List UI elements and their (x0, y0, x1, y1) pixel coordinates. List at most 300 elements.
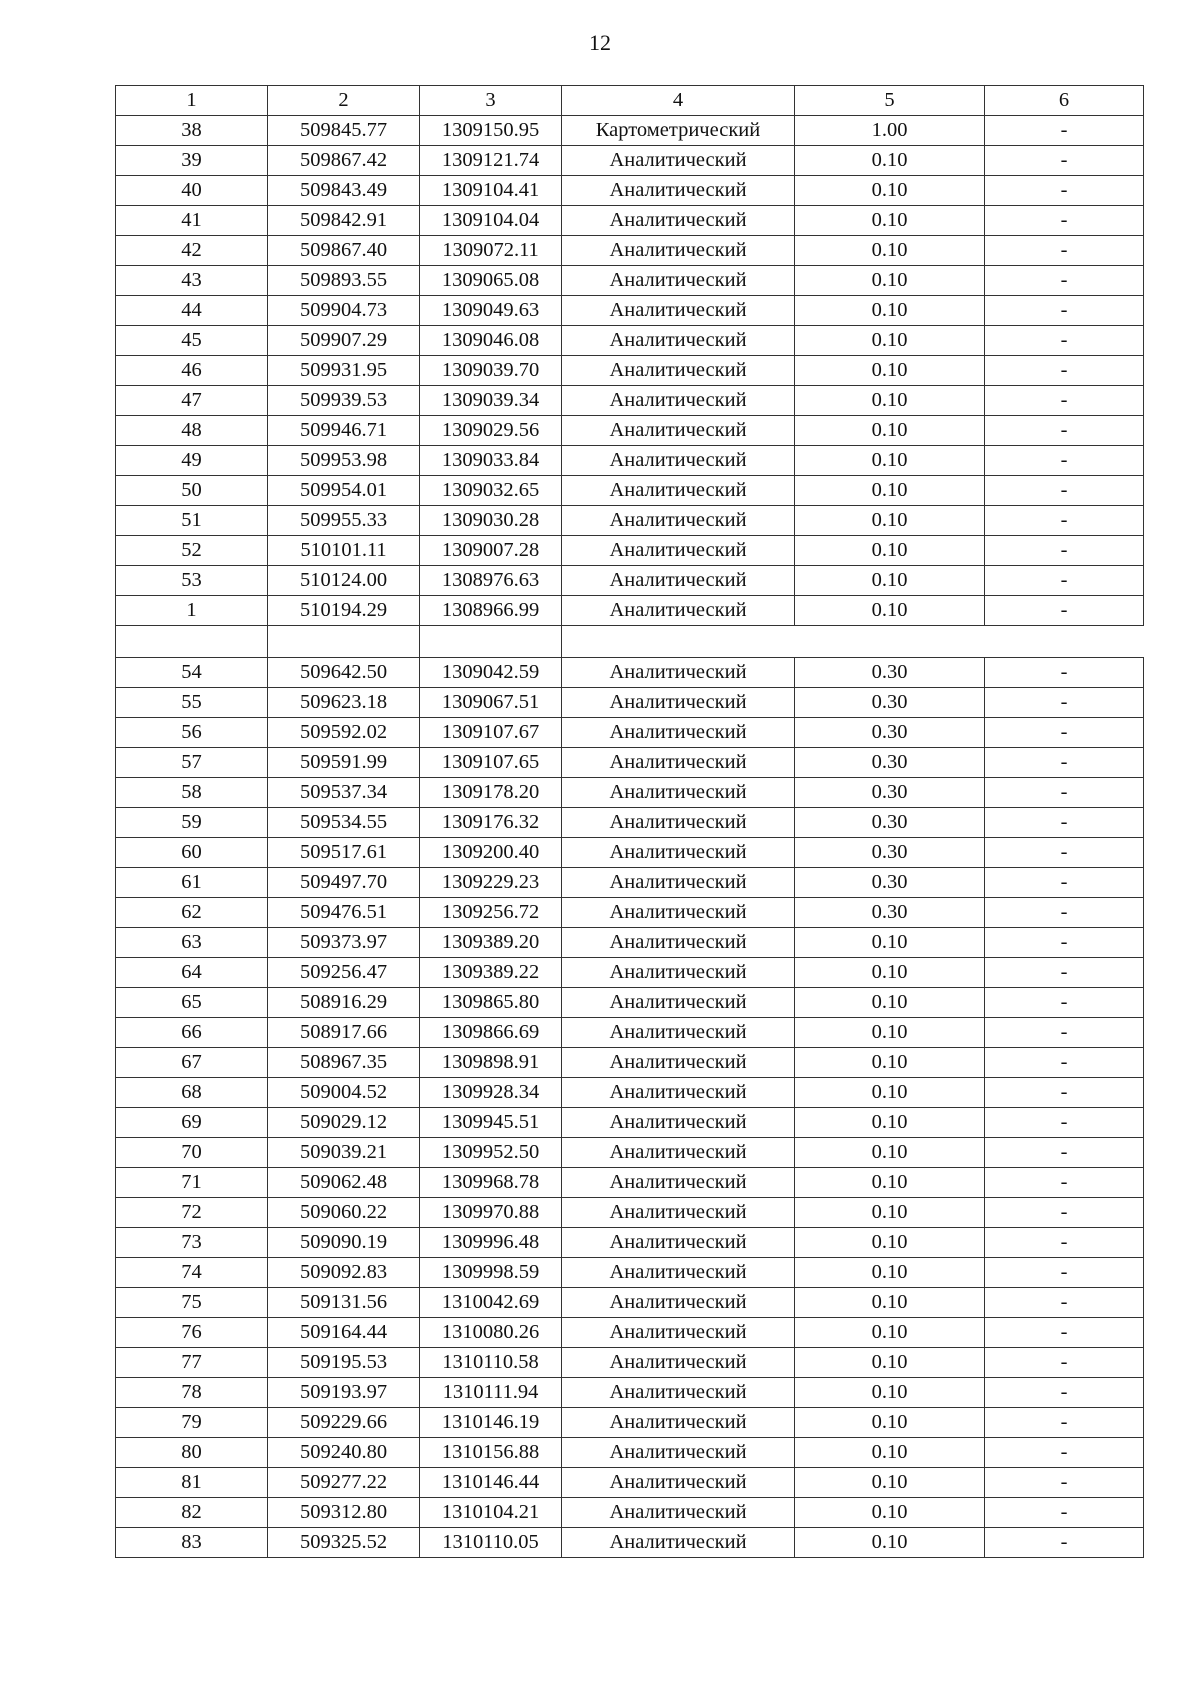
table-cell: 71 (116, 1168, 268, 1198)
table-cell: 65 (116, 988, 268, 1018)
table-row (116, 566, 1144, 596)
table-cell: - (985, 446, 1144, 476)
table-cell: - (985, 356, 1144, 386)
table-cell: Аналитический (562, 1018, 795, 1048)
table-row (116, 958, 1144, 988)
table-row (116, 1258, 1144, 1288)
table-row (116, 808, 1144, 838)
table-cell: 1310156.88 (420, 1438, 562, 1468)
table-cell: 509843.49 (268, 176, 420, 206)
table-cell: - (985, 206, 1144, 236)
table-cell: - (985, 1168, 1144, 1198)
table-cell: - (985, 1318, 1144, 1348)
table-cell: Аналитический (562, 326, 795, 356)
table-cell: 509642.50 (268, 658, 420, 688)
table-cell: 1309029.56 (420, 416, 562, 446)
table-cell: 0.10 (795, 1168, 985, 1198)
table-cell: 509195.53 (268, 1348, 420, 1378)
table-cell: Аналитический (562, 718, 795, 748)
table-cell: - (985, 808, 1144, 838)
table-cell: 0.10 (795, 326, 985, 356)
table-cell: - (985, 176, 1144, 206)
table-cell: 508916.29 (268, 988, 420, 1018)
table-cell: 509954.01 (268, 476, 420, 506)
table-row (116, 1138, 1144, 1168)
table-cell: - (985, 1198, 1144, 1228)
table-cell: 76 (116, 1318, 268, 1348)
empty-cell (420, 626, 562, 658)
table-cell: 510101.11 (268, 536, 420, 566)
table-row (116, 386, 1144, 416)
table-row (116, 146, 1144, 176)
table-cell: - (985, 1108, 1144, 1138)
table-cell: - (985, 536, 1144, 566)
table-row (116, 1018, 1144, 1048)
table-cell: 0.30 (795, 718, 985, 748)
table-cell: 509090.19 (268, 1228, 420, 1258)
table-cell: - (985, 1228, 1144, 1258)
table-row (116, 1108, 1144, 1138)
table-cell: 0.10 (795, 958, 985, 988)
table-cell: 1310111.94 (420, 1378, 562, 1408)
table-cell: 62 (116, 898, 268, 928)
table-cell: 1309970.88 (420, 1198, 562, 1228)
table-cell: 82 (116, 1498, 268, 1528)
table-row (116, 718, 1144, 748)
table-cell: 0.10 (795, 176, 985, 206)
table-cell: 66 (116, 1018, 268, 1048)
table-cell: - (985, 718, 1144, 748)
table-cell: 1309389.20 (420, 928, 562, 958)
table-cell: 40 (116, 176, 268, 206)
table-cell: 42 (116, 236, 268, 266)
table-cell: - (985, 596, 1144, 626)
table-cell: 1309229.23 (420, 868, 562, 898)
table-cell: 1309046.08 (420, 326, 562, 356)
table-cell: 0.10 (795, 1408, 985, 1438)
table-row (116, 116, 1144, 146)
table-cell: Аналитический (562, 536, 795, 566)
table-row (116, 988, 1144, 1018)
table-cell: 53 (116, 566, 268, 596)
table-row (116, 236, 1144, 266)
table-cell: 1309107.67 (420, 718, 562, 748)
table-row (116, 688, 1144, 718)
table-cell: - (985, 386, 1144, 416)
table-row (116, 296, 1144, 326)
table-cell: Аналитический (562, 1408, 795, 1438)
table-cell: 0.10 (795, 1498, 985, 1528)
table-row (116, 1048, 1144, 1078)
table-cell: 0.30 (795, 808, 985, 838)
table-cell: 509092.83 (268, 1258, 420, 1288)
table-cell: 0.10 (795, 356, 985, 386)
table-cell: 509955.33 (268, 506, 420, 536)
table-cell: 1309928.34 (420, 1078, 562, 1108)
table-cell: - (985, 778, 1144, 808)
table-row (116, 1198, 1144, 1228)
table-cell: 0.30 (795, 778, 985, 808)
table-cell: - (985, 1348, 1144, 1378)
table-cell: 0.10 (795, 1078, 985, 1108)
table-cell: 1310080.26 (420, 1318, 562, 1348)
table-cell: 0.10 (795, 236, 985, 266)
table-row (116, 838, 1144, 868)
table-cell: 72 (116, 1198, 268, 1228)
table-cell: 57 (116, 748, 268, 778)
table-cell: 509312.80 (268, 1498, 420, 1528)
table-cell: Аналитический (562, 1258, 795, 1288)
page-number: 12 (589, 30, 611, 55)
table-cell: 1309121.74 (420, 146, 562, 176)
table-row (116, 1288, 1144, 1318)
table-cell: 0.10 (795, 476, 985, 506)
table-cell: Аналитический (562, 146, 795, 176)
table-cell: 0.10 (795, 386, 985, 416)
table-cell: - (985, 898, 1144, 928)
table-row (116, 266, 1144, 296)
table-row (116, 1408, 1144, 1438)
table-cell: 509623.18 (268, 688, 420, 718)
table-cell: 0.10 (795, 1108, 985, 1138)
table-cell: 41 (116, 206, 268, 236)
table-cell: 60 (116, 838, 268, 868)
table-cell: 0.10 (795, 1468, 985, 1498)
table-cell: 0.10 (795, 1528, 985, 1558)
table-cell: 1309007.28 (420, 536, 562, 566)
table-cell: 54 (116, 658, 268, 688)
table-cell: 509004.52 (268, 1078, 420, 1108)
table-cell: Аналитический (562, 476, 795, 506)
table-cell: 509893.55 (268, 266, 420, 296)
table-cell: 44 (116, 296, 268, 326)
table-cell: 0.10 (795, 1198, 985, 1228)
table-cell: 1309150.95 (420, 116, 562, 146)
table-cell: 509534.55 (268, 808, 420, 838)
table-cell: 79 (116, 1408, 268, 1438)
table-cell: Аналитический (562, 1438, 795, 1468)
table-row (116, 1348, 1144, 1378)
table-cell: Аналитический (562, 206, 795, 236)
header-cell: 6 (985, 86, 1144, 116)
table-cell: Аналитический (562, 868, 795, 898)
table-cell: 0.10 (795, 446, 985, 476)
table-cell: 64 (116, 958, 268, 988)
table-cell: 509953.98 (268, 446, 420, 476)
table-row (116, 748, 1144, 778)
table-cell: 0.10 (795, 146, 985, 176)
table-cell: Аналитический (562, 1498, 795, 1528)
table-cell: Аналитический (562, 176, 795, 206)
table-cell: 509325.52 (268, 1528, 420, 1558)
table-cell: 509164.44 (268, 1318, 420, 1348)
table-cell: - (985, 748, 1144, 778)
table-cell: 45 (116, 326, 268, 356)
table-cell: 1309866.69 (420, 1018, 562, 1048)
table-cell: 0.10 (795, 566, 985, 596)
table-cell: - (985, 476, 1144, 506)
table-cell: - (985, 146, 1144, 176)
table-cell: - (985, 1468, 1144, 1498)
table-cell: 1309898.91 (420, 1048, 562, 1078)
table-cell: 0.30 (795, 748, 985, 778)
table-cell: Аналитический (562, 838, 795, 868)
table-cell: 0.10 (795, 1438, 985, 1468)
table-cell: 509842.91 (268, 206, 420, 236)
table-cell: 1309042.59 (420, 658, 562, 688)
table-cell: - (985, 506, 1144, 536)
table-row (116, 1078, 1144, 1108)
table-cell: - (985, 958, 1144, 988)
table-cell: - (985, 236, 1144, 266)
table-cell: 509904.73 (268, 296, 420, 326)
empty-cell (268, 626, 420, 658)
table-cell: Аналитический (562, 1108, 795, 1138)
table-cell: 1309200.40 (420, 838, 562, 868)
table-cell: 1309256.72 (420, 898, 562, 928)
table-cell: Аналитический (562, 1138, 795, 1168)
table-cell: 1309049.63 (420, 296, 562, 326)
table-cell: - (985, 1408, 1144, 1438)
table-cell: - (985, 988, 1144, 1018)
table-row (116, 658, 1144, 688)
table-cell: 509497.70 (268, 868, 420, 898)
table-cell: - (985, 658, 1144, 688)
empty-cell (116, 626, 268, 658)
table-cell: Аналитический (562, 1378, 795, 1408)
table-cell: 1309067.51 (420, 688, 562, 718)
table-cell: - (985, 1438, 1144, 1468)
table-cell: 509537.34 (268, 778, 420, 808)
table-cell: Аналитический (562, 1048, 795, 1078)
table-row (116, 596, 1144, 626)
table-cell: 55 (116, 688, 268, 718)
table-cell: 509592.02 (268, 718, 420, 748)
table-cell: 59 (116, 808, 268, 838)
table-cell: 1309065.08 (420, 266, 562, 296)
table-cell: 1309033.84 (420, 446, 562, 476)
table-cell: 0.10 (795, 536, 985, 566)
header-cell: 3 (420, 86, 562, 116)
table-cell: Аналитический (562, 596, 795, 626)
table-cell: 509240.80 (268, 1438, 420, 1468)
table-cell: 0.10 (795, 988, 985, 1018)
table-row (116, 928, 1144, 958)
table-cell: Аналитический (562, 356, 795, 386)
table-row (116, 1378, 1144, 1408)
header-row (116, 86, 1144, 116)
table-cell: - (985, 326, 1144, 356)
empty-cell (562, 626, 1144, 658)
table-cell: 509029.12 (268, 1108, 420, 1138)
table-cell: 46 (116, 356, 268, 386)
table-cell: 1309952.50 (420, 1138, 562, 1168)
table-cell: - (985, 1018, 1144, 1048)
table-cell: 68 (116, 1078, 268, 1108)
table-row (116, 778, 1144, 808)
table-cell: 1310042.69 (420, 1288, 562, 1318)
table-cell: 0.10 (795, 1318, 985, 1348)
table-row (116, 1528, 1144, 1558)
table-cell: 39 (116, 146, 268, 176)
table-cell: 0.10 (795, 1258, 985, 1288)
coordinates-table (115, 85, 1144, 1558)
table-cell: 0.10 (795, 928, 985, 958)
table-cell: 1.00 (795, 116, 985, 146)
table-row (116, 206, 1144, 236)
table-cell: - (985, 1138, 1144, 1168)
table-cell: Аналитический (562, 446, 795, 476)
table-cell: - (985, 1288, 1144, 1318)
table-cell: 1309945.51 (420, 1108, 562, 1138)
table-cell: Аналитический (562, 1348, 795, 1378)
table-cell: Аналитический (562, 808, 795, 838)
table-cell: 509867.42 (268, 146, 420, 176)
table-cell: 509907.29 (268, 326, 420, 356)
table-row (116, 1468, 1144, 1498)
table-cell: Аналитический (562, 1528, 795, 1558)
table-row (116, 176, 1144, 206)
table-cell: 509517.61 (268, 838, 420, 868)
table-cell: - (985, 688, 1144, 718)
table-cell: Аналитический (562, 988, 795, 1018)
table-cell: 509845.77 (268, 116, 420, 146)
table-cell: 1309107.65 (420, 748, 562, 778)
table-cell: 0.10 (795, 266, 985, 296)
table-cell: 0.10 (795, 296, 985, 326)
table-cell: 50 (116, 476, 268, 506)
table-cell: Аналитический (562, 1288, 795, 1318)
table-cell: Аналитический (562, 416, 795, 446)
separator-row (116, 626, 1144, 658)
table-cell: 1309032.65 (420, 476, 562, 506)
table-cell: Аналитический (562, 658, 795, 688)
table-cell: 74 (116, 1258, 268, 1288)
table-cell: - (985, 1498, 1144, 1528)
table-cell: 508967.35 (268, 1048, 420, 1078)
table-row (116, 1498, 1144, 1528)
table-body (116, 86, 1144, 1558)
table-cell: 1309389.22 (420, 958, 562, 988)
table-row (116, 1168, 1144, 1198)
table-cell: 0.30 (795, 868, 985, 898)
header-cell: 5 (795, 86, 985, 116)
table-cell: 509939.53 (268, 386, 420, 416)
table-cell: 80 (116, 1438, 268, 1468)
table-cell: 0.30 (795, 838, 985, 868)
table-cell: - (985, 116, 1144, 146)
table-cell: 509373.97 (268, 928, 420, 958)
table-cell: 508917.66 (268, 1018, 420, 1048)
table-cell: 509867.40 (268, 236, 420, 266)
table-row (116, 416, 1144, 446)
table-cell: 0.10 (795, 1228, 985, 1258)
table-cell: 1309968.78 (420, 1168, 562, 1198)
table-cell: 0.10 (795, 1018, 985, 1048)
table-cell: 509476.51 (268, 898, 420, 928)
table-cell: 1308966.99 (420, 596, 562, 626)
table-cell: Аналитический (562, 236, 795, 266)
table-cell: - (985, 1048, 1144, 1078)
table-cell: 510194.29 (268, 596, 420, 626)
table-cell: 0.10 (795, 206, 985, 236)
table-cell: 1309104.41 (420, 176, 562, 206)
table-cell: - (985, 1258, 1144, 1288)
table-cell: 81 (116, 1468, 268, 1498)
table-cell: 49 (116, 446, 268, 476)
table-cell: 1308976.63 (420, 566, 562, 596)
table-cell: 1309996.48 (420, 1228, 562, 1258)
table-cell: 509256.47 (268, 958, 420, 988)
table-cell: 0.10 (795, 416, 985, 446)
table-cell: 509039.21 (268, 1138, 420, 1168)
table-cell: Аналитический (562, 958, 795, 988)
table-cell: - (985, 296, 1144, 326)
table-cell: 1309039.70 (420, 356, 562, 386)
table-cell: - (985, 566, 1144, 596)
table-cell: 1309998.59 (420, 1258, 562, 1288)
table-cell: Аналитический (562, 778, 795, 808)
table-cell: 509193.97 (268, 1378, 420, 1408)
table-cell: 52 (116, 536, 268, 566)
table-cell: 0.30 (795, 688, 985, 718)
table-cell: 0.30 (795, 898, 985, 928)
header-cell: 4 (562, 86, 795, 116)
table-cell: 510124.00 (268, 566, 420, 596)
table-cell: 48 (116, 416, 268, 446)
table-cell: Аналитический (562, 1198, 795, 1228)
table-cell: Аналитический (562, 1228, 795, 1258)
table-cell: 1310104.21 (420, 1498, 562, 1528)
table-cell: - (985, 1378, 1144, 1408)
table-cell: Аналитический (562, 266, 795, 296)
table-row (116, 446, 1144, 476)
table-cell: 1309072.11 (420, 236, 562, 266)
table-cell: 1309030.28 (420, 506, 562, 536)
table-row (116, 1318, 1144, 1348)
table-cell: - (985, 266, 1144, 296)
table-cell: Аналитический (562, 566, 795, 596)
table-cell: 78 (116, 1378, 268, 1408)
table-cell: 63 (116, 928, 268, 958)
table-cell: - (985, 868, 1144, 898)
header-cell: 2 (268, 86, 420, 116)
table-cell: 0.30 (795, 658, 985, 688)
table-cell: 75 (116, 1288, 268, 1318)
table-cell: Аналитический (562, 386, 795, 416)
table-cell: 58 (116, 778, 268, 808)
table-cell: Аналитический (562, 748, 795, 778)
table-cell: 56 (116, 718, 268, 748)
table-cell: 0.10 (795, 506, 985, 536)
table-cell: - (985, 1528, 1144, 1558)
table-cell: Аналитический (562, 506, 795, 536)
table-cell: 1309178.20 (420, 778, 562, 808)
table-cell: 509062.48 (268, 1168, 420, 1198)
table-cell: 1309176.32 (420, 808, 562, 838)
table-cell: 38 (116, 116, 268, 146)
table-cell: 1310110.05 (420, 1528, 562, 1558)
header-cell: 1 (116, 86, 268, 116)
table-cell: 0.10 (795, 1378, 985, 1408)
table-cell: 0.10 (795, 596, 985, 626)
table-cell: Аналитический (562, 296, 795, 326)
table-cell: 0.10 (795, 1348, 985, 1378)
table-cell: - (985, 928, 1144, 958)
table-cell: 509277.22 (268, 1468, 420, 1498)
table-cell: 509946.71 (268, 416, 420, 446)
table-cell: 1309865.80 (420, 988, 562, 1018)
